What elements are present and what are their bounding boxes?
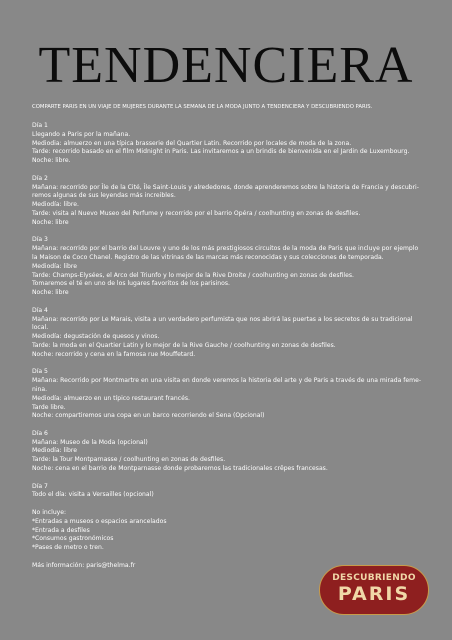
day-line: Mañana: Museo de la Moda (opcional) [32, 438, 148, 446]
day-line: Llegando a Paris por la mañana. [32, 130, 131, 138]
day-block [32, 236, 427, 298]
day-line: local. [32, 324, 49, 332]
day-line: nina. [32, 385, 48, 393]
day-line: Noche: libre [32, 289, 69, 297]
day-block [32, 368, 427, 421]
day-heading: Día 6 [32, 429, 48, 437]
day-heading: Día 7 [32, 482, 48, 490]
day-line: Noche: recorrido y cena en la famosa rue Mouffetard. [32, 350, 196, 358]
day-line: Mañana: Recorrido por Montmartre en una visita en donde veremos la historia del arte y de Paris a través de una mirada feme- [32, 377, 422, 385]
day-block [32, 122, 427, 166]
not-included-item: *Pases de metro o tren. [32, 544, 104, 552]
intro-text: COMPARTE PARIS EN UN VIAJE DE MUJERES DURANTE LA SEMANA DE LA MODA JUNTO A TENDENCIERA Y DESCUBRIENDO PARIS. [32, 104, 373, 110]
descubriendo-paris-logo [319, 565, 429, 615]
day-line: Tarde: recorrido basado en el film Midnight in Paris. Las invitaremos a un brindis de bienvenida en el Jardin de Luxembourg. [32, 148, 410, 156]
day-line: Noche: libre. [32, 157, 71, 165]
day-line: Mañana: recorrido por Le Marais, visita a un verdadero perfumista que nos abrirá las puertas a los secretos de su tradicional [32, 315, 413, 323]
logo-text-top: DESCUBRIENDO [332, 573, 416, 583]
day-line: Tarde: Champs-Elysées, el Arco del Triunfo y lo mejor de la Rive Droite / coolhunting en zonas de desfiles. [32, 271, 354, 279]
day-line: remos algunas de sus leyendas más increibles. [32, 192, 176, 200]
logo-text-bottom: PARIS [337, 583, 411, 605]
day-block [32, 483, 427, 501]
day-heading: Día 2 [32, 174, 48, 182]
day-line: Noche: libre [32, 218, 69, 226]
not-included-section [32, 509, 427, 553]
day-heading: Día 1 [32, 122, 48, 129]
day-line: Mediodía: libre [32, 447, 77, 455]
day-line: Mediodía: libre [32, 262, 77, 270]
day-line: Noche: cena en el barrio de Montparnasse donde probaremos las tradicionales crêpes francesas. [32, 465, 328, 473]
day-line: la Maison de Coco Chanel. Registro de las vitrinas de las marcas más reconocidas y sus colecciones de temporada. [32, 253, 384, 261]
day-line: Todo el día: visita a Versailles (opcional) [32, 491, 154, 499]
not-included-item: *Entradas a museos o espacios arancelados [32, 517, 167, 525]
day-line: Mañana: recorrido por el barrio del Louvre y uno de los más prestigiosos circuitos de la moda de Paris que incluye por ejemplo [32, 245, 419, 253]
day-block [32, 307, 427, 360]
days-list [32, 122, 427, 500]
day-line: Mediodía: almuerzo en un típico restaurant francés. [32, 394, 190, 402]
day-line: Noche: compartiremos una copa en un barco recorriendo el Sena (Opcional) [32, 412, 265, 420]
day-line: Tarde libre. [32, 403, 66, 411]
day-block [32, 430, 427, 474]
not-included-item: *Consumos gastronómicos [32, 535, 114, 543]
day-line: Mediodía: libre. [32, 201, 79, 209]
itinerary [32, 122, 427, 571]
day-line: Tomaremos el té en uno de los lugares favoritos de los parisinos. [32, 280, 230, 288]
day-block [32, 175, 427, 228]
page-title: TENDENCIERA [38, 37, 414, 94]
day-line: Mediodia: almuerzo en una típica brasserie del Quartier Latin. Recorrido por locales de moda de la zona. [32, 139, 352, 147]
day-line: Tarde: visita al Nuevo Museo del Perfume y recorrido por el barrio Opéra / coolhunting en zonas de desfiles. [32, 209, 361, 217]
not-included-item: *Entrada a desfiles [32, 526, 90, 534]
day-heading: Día 3 [32, 236, 48, 244]
day-line: Tarde: la moda en el Quartier Latin y lo mejor de la Rive Gauche / coolhunting en zonas de desfiles. [32, 341, 336, 349]
day-heading: Día 4 [32, 306, 48, 314]
not-included-heading: No incluye: [32, 509, 67, 517]
day-heading: Día 5 [32, 368, 48, 376]
day-line: Mañana: recorrido por Île de la Cité, Île Saint-Louis y alrededores, donde aprenderemos sobre la historia de Francia y descubri- [32, 183, 419, 191]
day-line: Mediodía: degustación de quesos y vinos. [32, 333, 160, 341]
contact-info: Más información: paris@thelma.fr [32, 561, 136, 569]
day-line: Tarde: la Tour Montparnasse / coolhunting en zonas de desfiles. [32, 456, 226, 464]
